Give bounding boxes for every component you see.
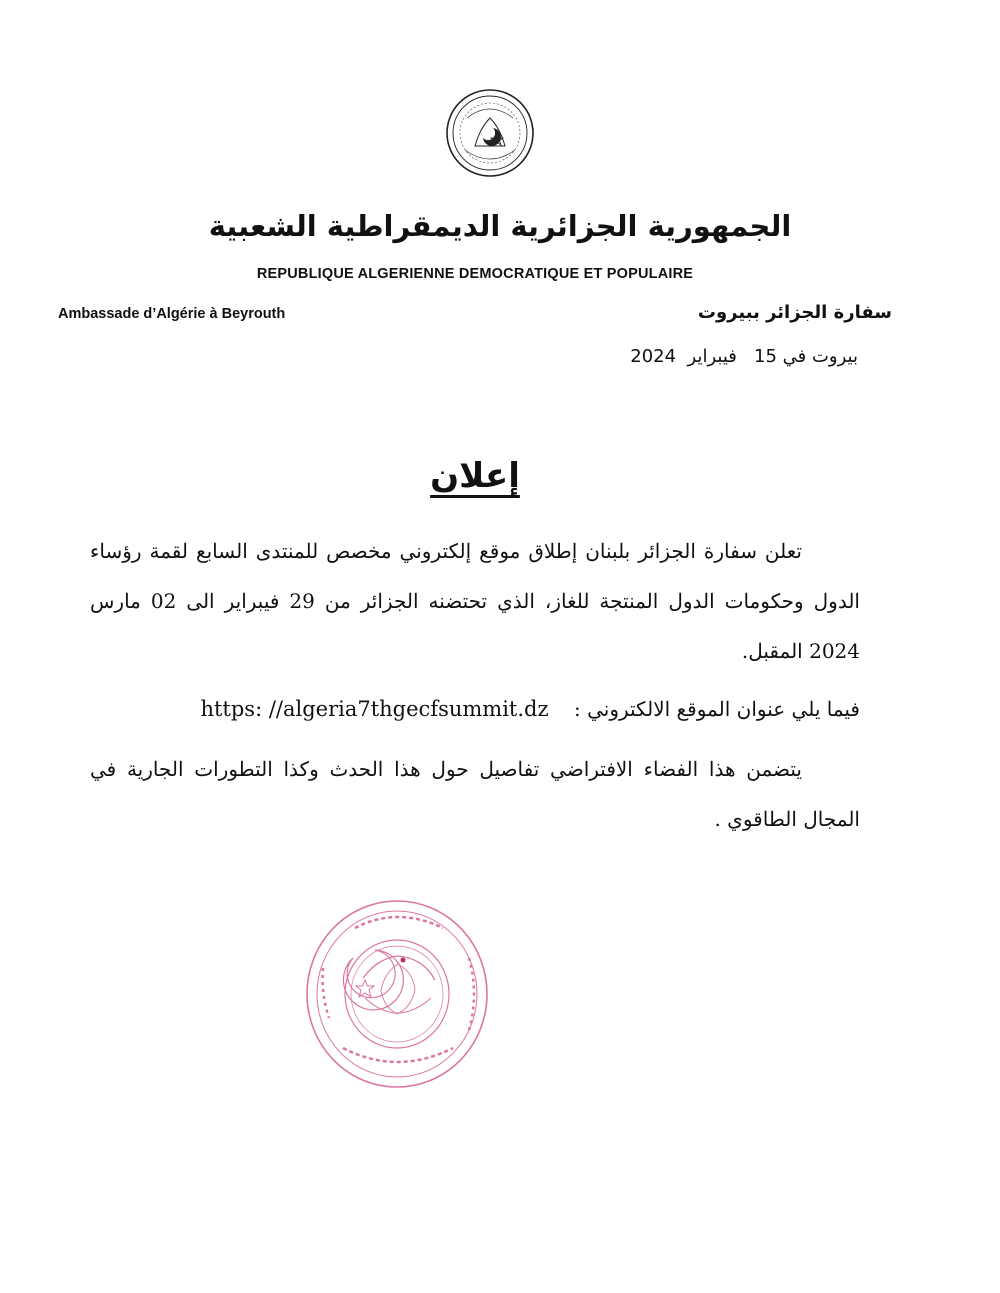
national-emblem-icon <box>445 88 535 178</box>
announcement-paragraph-2 <box>90 684 860 734</box>
website-url-link[interactable]: https: //algeria7thgecfsummit.dz <box>200 697 549 721</box>
announcement-body <box>90 526 860 852</box>
announcement-title: إعلان <box>430 456 520 496</box>
republic-title-arabic: الجمهورية الجزائرية الديمقراطية الشعبية <box>208 209 792 243</box>
website-label: فيما يلي عنوان الموقع الالكتروني : <box>574 697 860 721</box>
embassy-name-french: Ambassade d’Algérie à Beyrouth <box>58 306 286 322</box>
republic-title-french: REPUBLIQUE ALGERIENNE DEMOCRATIQUE ET POPULAIRE <box>256 266 694 282</box>
official-stamp-icon <box>303 898 491 1090</box>
announcement-paragraph-3: يتضمن هذا الفضاء الافتراضي تفاصيل حول هذا الحدث وكذا التطورات الجارية في المجال الطاقوي . <box>90 757 860 831</box>
embassy-name-arabic: سفارة الجزائر ببيروت <box>697 302 892 323</box>
document-date: بيروت في 15 فيبراير 2024 <box>630 346 858 367</box>
announcement-paragraph-1: تعلن سفارة الجزائر بلبنان إطلاق موقع إلكتروني مخصص للمنتدى السابع لقمة رؤساء الدول وحكومات الدول المنتجة للغاز، الذي تحتضنه الجزائر من 29 فيبراير الى 02 مارس 2024 المقبل. <box>90 539 860 663</box>
